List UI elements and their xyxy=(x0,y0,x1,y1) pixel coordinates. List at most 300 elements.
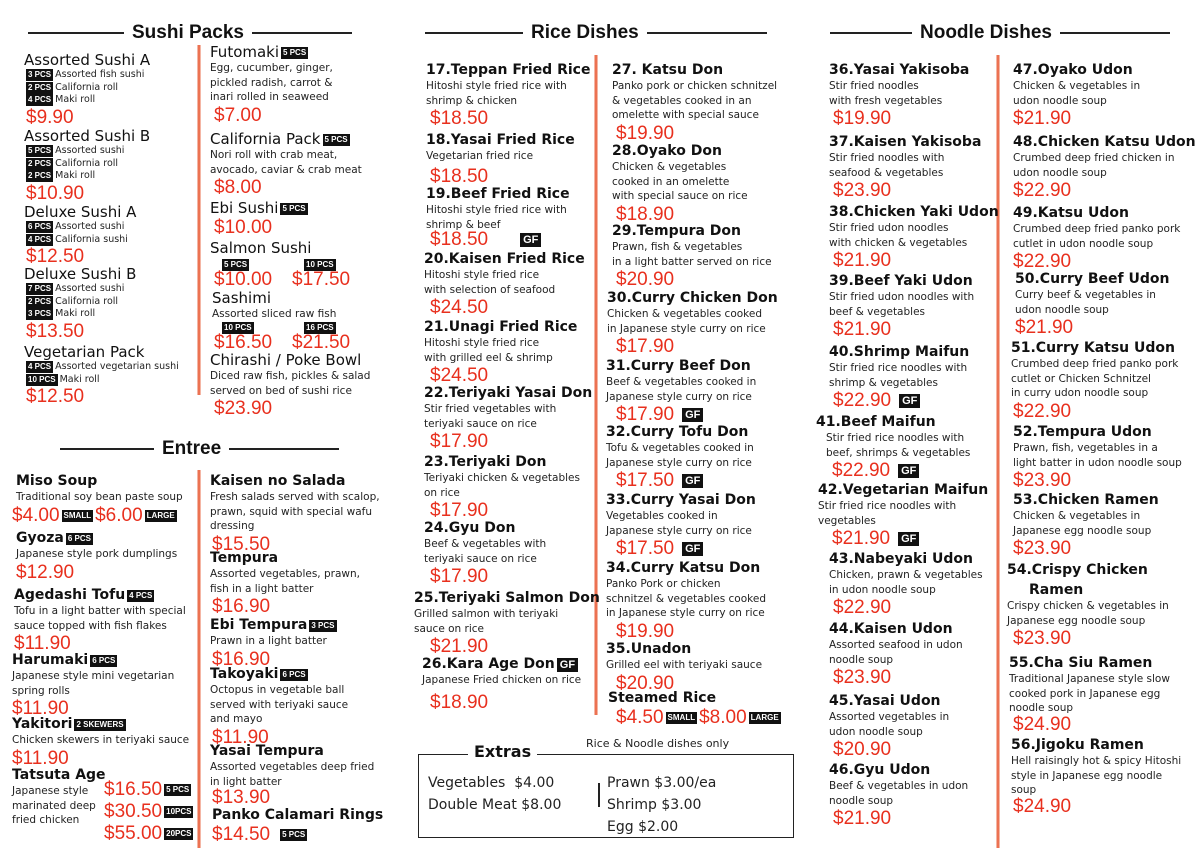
menu-item xyxy=(829,693,949,761)
item-desc: Chicken & vegetables cooked xyxy=(607,308,763,320)
item-price: $23.90 xyxy=(1013,628,1072,649)
item-name: 50.Curry Beef Udon xyxy=(1015,271,1170,287)
item-price: $22.90 xyxy=(833,597,892,618)
item-name: 21.Unagi Fried Rice xyxy=(424,319,578,335)
item-desc: Prawn in a light batter xyxy=(210,635,327,647)
extras-list xyxy=(607,772,716,838)
item-price: $6.00 xyxy=(95,504,143,526)
item-desc: in Japanese style curry on rice xyxy=(606,607,765,619)
extras-item: Egg $2.00 xyxy=(607,819,679,835)
item-desc: Grilled salmon with teriyaki xyxy=(414,608,559,620)
item-name: 45.Yasai Udon xyxy=(829,693,941,709)
item-price: $12.90 xyxy=(16,561,75,583)
menu-item xyxy=(1013,134,1196,202)
item-price: $22.90 xyxy=(1013,400,1072,422)
item-desc: Traditional Japanese style slow xyxy=(1009,673,1170,685)
menu-item xyxy=(607,290,778,358)
item-name: Deluxe Sushi A xyxy=(24,203,137,221)
item-name: 23.Teriyaki Don xyxy=(424,454,547,470)
item-desc: Assorted vegetables deep fried xyxy=(210,761,375,773)
item-price: $17.90 xyxy=(430,431,489,452)
item-desc: Hitoshi style fried rice with xyxy=(426,204,567,216)
item-desc: with selection of seafood xyxy=(424,283,556,296)
item-desc: Chicken & vegetables in xyxy=(1013,510,1141,522)
menu-item xyxy=(1011,737,1181,818)
item-price: $21.90 xyxy=(1015,317,1074,338)
item-desc: udon noodle soup xyxy=(1015,303,1109,316)
item-price: $8.00 xyxy=(214,177,262,198)
item-desc: Japanese style pork dumplings xyxy=(16,548,178,560)
item-price: $23.90 xyxy=(214,398,273,419)
menu-item xyxy=(24,344,179,408)
item-price: $7.00 xyxy=(214,104,262,126)
menu-item xyxy=(1013,205,1180,273)
item-name: 34.Curry Katsu Don xyxy=(606,560,761,576)
item-price: $17.50 xyxy=(616,470,675,491)
item-name: Ramen xyxy=(1029,582,1084,598)
item-price: $17.90 xyxy=(616,336,675,357)
item-name: 35.Unadon xyxy=(606,641,692,657)
item-desc: beef, shrimps & vegetables xyxy=(826,446,971,459)
item-desc: in light batter xyxy=(210,775,282,788)
item-line: Assorted sushi xyxy=(55,221,125,232)
pcs-tag: 6 PCS xyxy=(28,222,52,232)
item-desc: seafood & vegetables xyxy=(829,166,944,179)
extras-note: Rice & Noodle dishes only xyxy=(586,737,730,750)
pcs-tag: 3 PCS xyxy=(28,309,52,319)
pcs-tag: 5 PCS xyxy=(166,785,190,794)
item-name: 43.Nabeyaki Udon xyxy=(829,551,974,567)
item-price: $21.90 xyxy=(833,250,892,271)
item-desc: shrimp & vegetables xyxy=(829,376,938,389)
pcs-tag: 5 PCS xyxy=(324,134,348,144)
item-desc: Tofu & vegetables cooked in xyxy=(606,442,754,454)
pcs-tag: 3 PCS xyxy=(311,620,335,630)
pcs-tag: 4 PCS xyxy=(129,590,153,600)
item-desc: Hell raisingly hot & spicy Hitoshi xyxy=(1011,755,1182,767)
menu-item xyxy=(210,352,370,420)
item-desc: Prawn, fish, vegetables in a xyxy=(1013,442,1158,454)
item-desc: Grilled eel with teriyaki sauce xyxy=(606,659,763,671)
item-name: Takoyaki xyxy=(210,666,279,682)
item-price: $24.90 xyxy=(1013,713,1072,735)
menu-item xyxy=(606,560,766,643)
item-desc: in udon noodle soup xyxy=(829,583,936,596)
item-name: 28.Oyako Don xyxy=(612,143,722,159)
item-desc: shrimp & beef xyxy=(426,218,501,231)
item-name: 53.Chicken Ramen xyxy=(1013,492,1159,508)
menu-item xyxy=(1013,424,1182,492)
item-price: $18.50 xyxy=(430,108,489,129)
item-desc: noodle soup xyxy=(829,794,894,807)
item-price: $21.90 xyxy=(430,636,489,657)
pcs-tag: 4 PCS xyxy=(28,234,52,244)
item-name: 20.Kaisen Fried Rice xyxy=(424,251,585,267)
item-price: $24.50 xyxy=(430,297,489,318)
item-price: $18.90 xyxy=(616,203,675,225)
item-desc: pickled radish, carrot & xyxy=(210,76,333,89)
item-desc: Stir fried rice noodles with xyxy=(829,362,968,374)
item-desc: Vegetarian fried rice xyxy=(426,150,534,162)
extras-title: Extras xyxy=(468,742,537,761)
column-divider xyxy=(996,55,1000,848)
item-price: $23.90 xyxy=(833,180,892,201)
item-desc: Crumbed deep fried panko pork xyxy=(1013,223,1181,235)
item-price: $22.90 xyxy=(832,460,891,481)
menu-item xyxy=(612,143,748,226)
item-line: Assorted fish sushi xyxy=(55,69,145,80)
item-desc: sauce on rice xyxy=(414,622,485,635)
item-desc: Stir fried udon noodles xyxy=(829,222,949,234)
menu-item xyxy=(829,204,999,272)
item-desc: Stir fried rice noodles with xyxy=(826,432,965,444)
item-desc: Teriyaki chicken & vegetables xyxy=(424,472,580,484)
menu-item xyxy=(612,223,772,291)
item-desc: prawn, squid with special wafu xyxy=(210,505,373,518)
item-price: $10.90 xyxy=(26,182,85,204)
item-name: 52.Tempura Udon xyxy=(1013,424,1152,440)
extras-item: Shrimp $3.00 xyxy=(607,797,702,813)
item-line: California roll xyxy=(55,295,119,307)
item-name: Chirashi / Poke Bowl xyxy=(210,351,362,369)
menu-item xyxy=(12,767,198,845)
item-desc: Diced raw fish, pickles & salad xyxy=(210,370,371,382)
item-desc: in Japanese style curry on rice xyxy=(607,322,766,335)
item-price: $21.90 xyxy=(832,528,891,549)
item-desc: Japanese style mini vegetarian xyxy=(12,670,175,682)
menu-item xyxy=(212,290,372,354)
item-price: $13.90 xyxy=(212,787,271,808)
pcs-tag: 16 PCS xyxy=(306,322,334,332)
item-desc: teriyaki sauce on rice xyxy=(424,417,537,430)
item-name: 25.Teriyaki Salmon Don xyxy=(414,590,600,606)
item-desc: omelette with special sauce xyxy=(612,109,759,121)
item-desc: udon noodle soup xyxy=(1013,94,1107,107)
menu-item xyxy=(818,482,988,550)
item-desc: with fresh vegetables xyxy=(829,94,943,107)
item-desc: and mayo xyxy=(210,713,263,725)
gluten-free-badge: GF xyxy=(899,394,920,408)
size-tag: LARGE xyxy=(750,713,779,722)
item-name: 19.Beef Fried Rice xyxy=(426,186,570,202)
item-price: $23.90 xyxy=(833,667,892,688)
menu-item xyxy=(426,62,590,130)
item-desc: Panko Pork or chicken xyxy=(606,578,721,590)
item-price: $17.90 xyxy=(430,566,489,587)
item-desc: Japanese Fried chicken on rice xyxy=(422,674,582,686)
menu-item xyxy=(24,128,150,205)
item-desc: vegetables xyxy=(818,514,876,527)
item-line: Maki roll xyxy=(55,308,96,319)
item-desc: Crumbed deep fried chicken in xyxy=(1013,152,1175,164)
item-price: $11.90 xyxy=(14,633,71,654)
menu-item xyxy=(422,656,581,714)
item-desc: Vegetables cooked in xyxy=(606,510,718,522)
gluten-free-badge: GF xyxy=(682,542,703,556)
item-name: 39.Beef Yaki Udon xyxy=(829,273,973,289)
column-divider xyxy=(197,45,201,395)
menu-item xyxy=(424,385,592,453)
item-price: $17.90 xyxy=(430,500,489,521)
item-desc: Japanese egg noodle soup xyxy=(1013,524,1152,537)
item-name: 54.Crispy Chicken xyxy=(1007,562,1148,578)
entree-header: Entree xyxy=(60,438,339,460)
item-name: 41.Beef Maifun xyxy=(816,414,936,430)
item-name: Ebi Tempura xyxy=(210,617,308,633)
gluten-free-badge: GF xyxy=(682,408,703,422)
item-name: Tempura xyxy=(210,550,279,566)
gluten-free-badge: GF xyxy=(898,464,919,478)
menu-item xyxy=(24,266,136,343)
item-desc: Japanese egg noodle soup xyxy=(1007,614,1146,627)
noodle-dishes-header: Noodle Dishes xyxy=(830,22,1170,44)
item-desc: Assorted sliced raw fish xyxy=(212,308,337,320)
item-name: Ebi Sushi xyxy=(210,199,279,217)
extras-item: Vegetables $4.00 xyxy=(428,775,555,791)
item-price: $8.00 xyxy=(699,707,747,728)
size-tag: SMALL xyxy=(63,510,92,520)
item-name: 22.Teriyaki Yasai Don xyxy=(424,385,593,401)
item-desc: dressing xyxy=(210,520,255,532)
size-tag: LARGE xyxy=(146,510,175,520)
item-desc: cooked in an omelette xyxy=(612,175,730,188)
gluten-free-badge: GF xyxy=(557,658,578,672)
item-name: 56.Jigoku Ramen xyxy=(1011,737,1144,753)
item-desc: avocado, caviar & crab meat xyxy=(210,163,362,176)
menu-item xyxy=(816,414,970,482)
menu-item xyxy=(606,492,756,560)
item-name: Harumaki xyxy=(12,652,89,668)
item-name: Vegetarian Pack xyxy=(24,343,145,361)
item-desc: Assorted seafood in udon xyxy=(829,639,963,651)
item-desc: Nori roll with crab meat, xyxy=(210,149,338,161)
item-name: Yakitori xyxy=(12,716,73,732)
item-desc: Assorted vegetables, prawn, xyxy=(210,568,360,580)
item-desc: in a light batter served on rice xyxy=(612,255,772,268)
item-desc: served with teriyaki sauce xyxy=(210,698,349,711)
item-desc: Egg, cucumber, ginger, xyxy=(210,62,333,74)
item-desc: inari rolled in seaweed xyxy=(210,91,329,103)
item-name: 31.Curry Beef Don xyxy=(606,358,751,374)
item-desc: with chicken & vegetables xyxy=(829,236,968,249)
item-desc: Traditional soy bean paste soup xyxy=(16,491,183,503)
item-name: 36.Yasai Yakisoba xyxy=(829,62,970,78)
item-desc: udon noodle soup xyxy=(829,725,923,738)
pcs-tag: 2 PCS xyxy=(28,171,52,181)
item-name: 46.Gyu Udon xyxy=(829,762,931,778)
item-name: Yasai Tempura xyxy=(210,743,324,759)
pcs-tag: 2 SKEWERS xyxy=(76,719,124,729)
pcs-tag: 7 PCS xyxy=(28,284,52,294)
menu-item xyxy=(414,590,600,658)
menu-item xyxy=(424,319,577,387)
item-desc: Japanese style curry on rice xyxy=(606,524,752,537)
item-price: $17.50 xyxy=(616,538,675,559)
size-tag: SMALL xyxy=(667,713,696,722)
pcs-tag: 5 PCS xyxy=(28,146,52,156)
item-name: 32.Curry Tofu Don xyxy=(606,424,749,440)
item-name: Deluxe Sushi B xyxy=(24,265,137,283)
menu-item xyxy=(606,641,762,695)
item-price: $9.90 xyxy=(26,106,74,128)
item-desc: Panko pork or chicken schnitzel xyxy=(612,80,778,92)
item-price: $19.90 xyxy=(616,122,675,144)
item-desc: Hitoshi style fried rice xyxy=(424,269,540,281)
item-price: $20.90 xyxy=(616,269,675,290)
menu-item xyxy=(424,454,580,522)
item-name: 44.Kaisen Udon xyxy=(829,621,953,637)
menu-item xyxy=(829,551,983,619)
item-price: $11.90 xyxy=(12,698,69,719)
item-name: 40.Shrimp Maifun xyxy=(829,344,970,360)
item-line: California sushi xyxy=(55,233,128,245)
item-name: Assorted Sushi B xyxy=(24,127,151,145)
pcs-tag: 2 PCS xyxy=(28,82,52,92)
item-line: Assorted sushi xyxy=(55,283,125,294)
menu-item xyxy=(14,587,186,655)
item-desc: schnitzel & vegetables cooked xyxy=(606,592,766,605)
menu-item xyxy=(608,690,783,729)
item-price: $19.90 xyxy=(833,108,892,129)
menu-item xyxy=(1007,562,1169,650)
item-desc: Prawn, fish & vegetables xyxy=(612,241,743,253)
item-desc: & vegetables cooked in an xyxy=(612,94,752,107)
item-name: Assorted Sushi A xyxy=(24,51,151,69)
item-name: 38.Chicken Yaki Udon xyxy=(829,204,999,220)
menu-item xyxy=(1011,340,1178,423)
pcs-tag: 10PCS xyxy=(166,807,192,816)
item-name: 27. Katsu Don xyxy=(612,62,724,78)
item-name: 29.Tempura Don xyxy=(612,223,741,239)
item-name: Panko Calamari Rings xyxy=(212,807,384,823)
item-name: 24.Gyu Don xyxy=(424,520,516,536)
item-desc: Assorted vegetables in xyxy=(829,711,950,723)
item-line: Maki roll xyxy=(59,373,100,385)
item-price: $14.50 xyxy=(212,824,271,845)
menu-item xyxy=(210,473,380,556)
item-price: $4.50 xyxy=(616,707,664,728)
menu-item xyxy=(210,743,374,809)
menu-item xyxy=(210,666,348,749)
pcs-tag: 6 PCS xyxy=(92,655,116,665)
menu-item xyxy=(829,762,968,830)
item-price: $21.90 xyxy=(1013,108,1072,129)
item-name: 42.Vegetarian Maifun xyxy=(818,482,989,498)
item-price: $10.00 xyxy=(214,269,273,290)
item-name: 33.Curry Yasai Don xyxy=(606,492,756,508)
item-name: Tatsuta Age xyxy=(12,767,106,783)
menu-item xyxy=(829,621,963,689)
item-desc: noodle soup xyxy=(1009,702,1074,714)
item-name: Gyoza xyxy=(16,530,64,546)
item-desc: Stir fried rice noodles with xyxy=(818,500,957,512)
item-price: $21.90 xyxy=(833,319,892,340)
menu-item xyxy=(210,617,339,671)
item-price: $17.90 xyxy=(616,404,675,425)
item-price: $55.00 xyxy=(104,823,163,844)
menu-item xyxy=(612,62,777,145)
item-desc: teriyaki sauce on rice xyxy=(424,552,537,565)
menu-item xyxy=(606,424,754,492)
gluten-free-badge: GF xyxy=(898,532,919,546)
item-desc: fried chicken xyxy=(12,814,80,826)
item-name: 55.Cha Siu Ramen xyxy=(1009,655,1153,671)
item-price: $23.90 xyxy=(1013,470,1072,491)
item-name: 18.Yasai Fried Rice xyxy=(426,132,575,148)
menu-item xyxy=(24,52,150,129)
item-desc: Octopus in vegetable ball xyxy=(210,684,345,696)
item-desc: spring rolls xyxy=(12,684,70,697)
rice-dishes-header: Rice Dishes xyxy=(425,22,767,44)
item-desc: noodle soup xyxy=(829,653,894,666)
sushi-packs-header: Sushi Packs xyxy=(28,22,352,44)
item-desc: Hitoshi style fried rice with xyxy=(426,80,567,92)
menu-item xyxy=(210,550,360,618)
item-price: $16.90 xyxy=(212,648,271,670)
item-price: $16.50 xyxy=(104,779,163,800)
item-name: 30.Curry Chicken Don xyxy=(607,290,778,306)
pcs-tag: 5 PCS xyxy=(224,260,248,269)
menu-item xyxy=(426,132,575,188)
item-line: Maki roll xyxy=(55,170,96,181)
menu-item xyxy=(12,652,174,720)
menu-item xyxy=(24,204,136,268)
item-price: $12.50 xyxy=(26,386,85,407)
item-desc: udon noodle soup xyxy=(1013,166,1107,179)
item-price: $13.50 xyxy=(26,320,85,342)
item-desc: Japanese style curry on rice xyxy=(606,456,752,469)
item-desc: Crumbed deep fried panko pork xyxy=(1011,358,1179,370)
extras-list xyxy=(428,772,561,816)
pcs-tag: 3 PCS xyxy=(28,70,52,80)
menu-item xyxy=(1013,492,1159,560)
menu-item xyxy=(424,520,546,588)
item-desc: on rice xyxy=(424,486,460,499)
extras-divider xyxy=(598,783,600,807)
item-price: $22.90 xyxy=(833,390,892,411)
item-desc: Japanese style xyxy=(12,785,89,797)
pcs-tag: 20PCS xyxy=(166,829,192,838)
item-name: 26.Kara Age Don xyxy=(422,656,555,672)
item-desc: Beef & vegetables cooked in xyxy=(606,376,757,388)
item-desc: light batter in udon noodle soup xyxy=(1013,456,1182,469)
item-price: $20.90 xyxy=(616,672,675,694)
item-name: Futomaki xyxy=(210,43,280,61)
item-desc: Crispy chicken & vegetables in xyxy=(1007,600,1169,612)
pcs-tag: 6 PCS xyxy=(282,669,306,679)
menu-item xyxy=(829,134,981,202)
item-line: Assorted vegetarian sushi xyxy=(55,361,179,372)
item-desc: cooked pork in Japanese egg xyxy=(1009,687,1161,700)
item-desc: served on bed of sushi rice xyxy=(210,384,352,397)
item-desc: Japanese style curry on rice xyxy=(606,390,752,403)
item-name: 48.Chicken Katsu Udon xyxy=(1013,134,1196,150)
menu-item xyxy=(12,473,183,527)
item-desc: in curry udon noodle soup xyxy=(1011,387,1149,399)
item-desc: Beef & vegetables in udon xyxy=(829,780,969,792)
item-desc: style in Japanese egg noodle xyxy=(1011,769,1163,782)
menu-item xyxy=(424,251,585,319)
item-price: $22.90 xyxy=(1013,180,1072,201)
item-price: $17.50 xyxy=(292,269,351,290)
item-name: 49.Katsu Udon xyxy=(1013,205,1129,221)
menu-item xyxy=(210,131,362,199)
item-price: $24.50 xyxy=(430,365,489,386)
menu-item xyxy=(16,530,177,584)
item-price: $12.50 xyxy=(26,246,85,267)
item-line: California roll xyxy=(55,81,119,93)
item-desc: Stir fried vegetables with xyxy=(424,403,557,415)
